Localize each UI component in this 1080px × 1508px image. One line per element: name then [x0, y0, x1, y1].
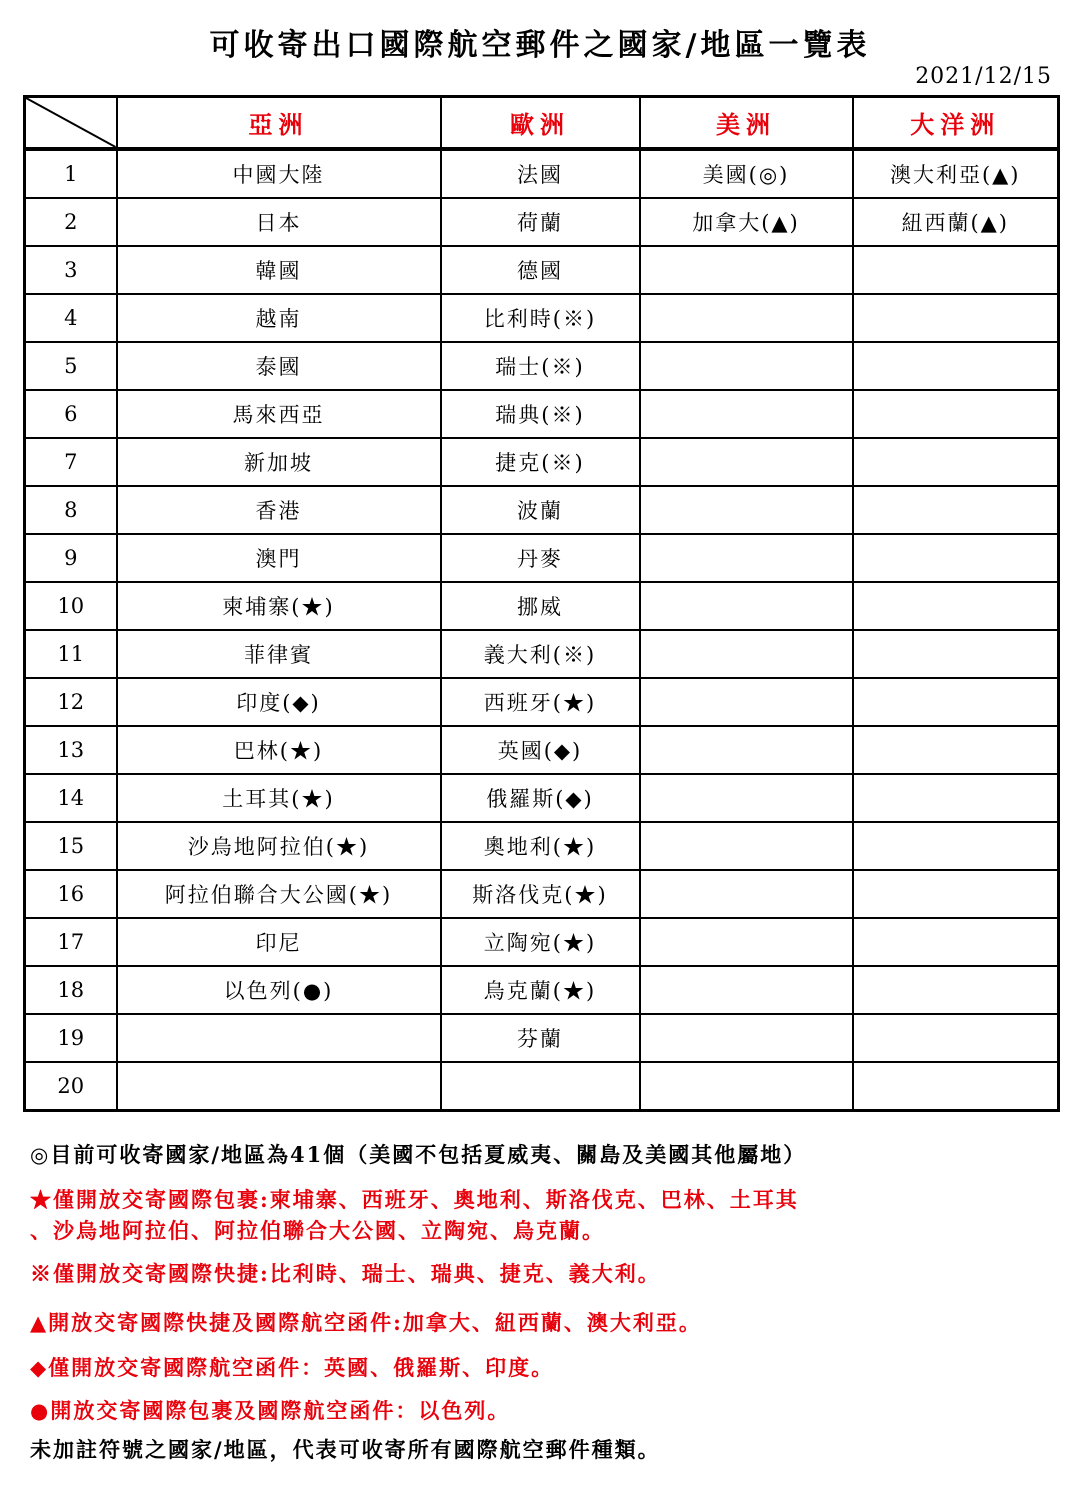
cell-americas	[640, 246, 853, 294]
cell-europe: 西班牙(★)	[441, 678, 640, 726]
row-number: 19	[25, 1014, 117, 1062]
cell-americas	[640, 342, 853, 390]
legend-note: ★僅開放交寄國際包裹:柬埔寨、西班牙、奧地利、斯洛伐克、巴林、土耳其	[30, 1187, 799, 1212]
row-number: 16	[25, 870, 117, 918]
cell-asia: 泰國	[117, 342, 441, 390]
cell-oceania	[853, 630, 1059, 678]
table-row	[25, 630, 1059, 678]
cell-americas	[640, 438, 853, 486]
cell-americas	[640, 486, 853, 534]
legend-note: 未加註符號之國家/地區，代表可收寄所有國際航空郵件種類。	[30, 1437, 661, 1462]
page-title: 可收寄出口國際航空郵件之國家/地區一覽表	[209, 28, 871, 63]
cell-asia: 菲律賓	[117, 630, 441, 678]
row-number: 5	[25, 342, 117, 390]
table-row	[25, 198, 1059, 246]
cell-oceania	[853, 342, 1059, 390]
cell-asia: 巴林(★)	[117, 726, 441, 774]
cell-asia: 以色列(●)	[117, 966, 441, 1014]
cell-americas	[640, 822, 853, 870]
cell-oceania	[853, 918, 1059, 966]
table-row	[25, 822, 1059, 870]
table-row	[25, 918, 1059, 966]
cell-oceania	[853, 1062, 1059, 1111]
table-row	[25, 438, 1059, 486]
row-number: 13	[25, 726, 117, 774]
cell-asia: 越南	[117, 294, 441, 342]
table-row	[25, 534, 1059, 582]
row-number: 9	[25, 534, 117, 582]
cell-americas	[640, 726, 853, 774]
legend-note: ●開放交寄國際包裹及國際航空函件：以色列。	[30, 1398, 511, 1423]
cell-americas	[640, 966, 853, 1014]
cell-asia: 香港	[117, 486, 441, 534]
cell-americas	[640, 630, 853, 678]
cell-asia: 印尼	[117, 918, 441, 966]
table-row	[25, 294, 1059, 342]
table-row	[25, 149, 1059, 198]
table-row	[25, 726, 1059, 774]
cell-europe: 奧地利(★)	[441, 822, 640, 870]
table-body	[25, 149, 1059, 1111]
cell-oceania	[853, 678, 1059, 726]
header-oceania: 大洋洲	[853, 97, 1059, 150]
row-number: 15	[25, 822, 117, 870]
cell-asia	[117, 1014, 441, 1062]
cell-europe: 瑞士(※)	[441, 342, 640, 390]
table-row	[25, 966, 1059, 1014]
cell-oceania	[853, 486, 1059, 534]
cell-americas	[640, 1062, 853, 1111]
cell-asia: 阿拉伯聯合大公國(★)	[117, 870, 441, 918]
cell-asia: 韓國	[117, 246, 441, 294]
header-americas: 美洲	[640, 97, 853, 150]
cell-europe: 烏克蘭(★)	[441, 966, 640, 1014]
cell-europe: 英國(◆)	[441, 726, 640, 774]
cell-europe: 瑞典(※)	[441, 390, 640, 438]
cell-europe: 芬蘭	[441, 1014, 640, 1062]
cell-oceania	[853, 438, 1059, 486]
cell-asia	[117, 1062, 441, 1111]
cell-europe: 比利時(※)	[441, 294, 640, 342]
country-table	[23, 95, 1060, 1112]
row-number: 3	[25, 246, 117, 294]
table-row	[25, 582, 1059, 630]
cell-europe: 挪威	[441, 582, 640, 630]
row-number: 11	[25, 630, 117, 678]
cell-europe: 德國	[441, 246, 640, 294]
row-number: 10	[25, 582, 117, 630]
cell-europe: 波蘭	[441, 486, 640, 534]
legend-note: ▲開放交寄國際快捷及國際航空函件:加拿大、紐西蘭、澳大利亞。	[30, 1310, 702, 1335]
cell-americas: 加拿大(▲)	[640, 198, 853, 246]
row-number: 7	[25, 438, 117, 486]
cell-oceania	[853, 246, 1059, 294]
row-number: 2	[25, 198, 117, 246]
document-date: 2021/12/15	[915, 64, 1052, 89]
cell-oceania	[853, 390, 1059, 438]
cell-oceania	[853, 294, 1059, 342]
cell-asia: 柬埔寨(★)	[117, 582, 441, 630]
table-row	[25, 678, 1059, 726]
cell-asia: 澳門	[117, 534, 441, 582]
cell-asia: 新加坡	[117, 438, 441, 486]
cell-asia: 馬來西亞	[117, 390, 441, 438]
row-number: 6	[25, 390, 117, 438]
row-number: 20	[25, 1062, 117, 1111]
table-row	[25, 342, 1059, 390]
cell-oceania	[853, 534, 1059, 582]
cell-oceania	[853, 582, 1059, 630]
cell-americas	[640, 582, 853, 630]
cell-americas: 美國(◎)	[640, 149, 853, 198]
cell-europe: 立陶宛(★)	[441, 918, 640, 966]
row-number: 8	[25, 486, 117, 534]
cell-asia: 土耳其(★)	[117, 774, 441, 822]
table-row	[25, 246, 1059, 294]
table-row	[25, 774, 1059, 822]
cell-europe: 俄羅斯(◆)	[441, 774, 640, 822]
row-number: 18	[25, 966, 117, 1014]
cell-oceania: 澳大利亞(▲)	[853, 149, 1059, 198]
cell-americas	[640, 1014, 853, 1062]
legend-notes	[30, 1138, 1060, 1466]
cell-oceania	[853, 822, 1059, 870]
row-number: 17	[25, 918, 117, 966]
cell-asia: 沙烏地阿拉伯(★)	[117, 822, 441, 870]
cell-asia: 中國大陸	[117, 149, 441, 198]
legend-note: ◆僅開放交寄國際航空函件：英國、俄羅斯、印度。	[30, 1355, 555, 1380]
legend-note: ◎目前可收寄國家/地區為41個（美國不包括夏威夷、關島及美國其他屬地）	[30, 1142, 807, 1167]
cell-americas	[640, 534, 853, 582]
cell-americas	[640, 918, 853, 966]
cell-oceania	[853, 870, 1059, 918]
row-number: 4	[25, 294, 117, 342]
table-row	[25, 486, 1059, 534]
cell-europe: 斯洛伐克(★)	[441, 870, 640, 918]
cell-oceania	[853, 966, 1059, 1014]
cell-americas	[640, 678, 853, 726]
header-row	[25, 97, 1059, 150]
cell-americas	[640, 774, 853, 822]
cell-americas	[640, 870, 853, 918]
row-number: 1	[25, 149, 117, 198]
cell-asia: 印度(◆)	[117, 678, 441, 726]
cell-oceania	[853, 1014, 1059, 1062]
table-row	[25, 1062, 1059, 1111]
header-asia: 亞洲	[117, 97, 441, 150]
table-row	[25, 870, 1059, 918]
cell-oceania	[853, 726, 1059, 774]
cell-europe: 法國	[441, 149, 640, 198]
cell-europe: 捷克(※)	[441, 438, 640, 486]
table-row	[25, 390, 1059, 438]
table-row	[25, 1014, 1059, 1062]
cell-europe: 丹麥	[441, 534, 640, 582]
cell-oceania: 紐西蘭(▲)	[853, 198, 1059, 246]
row-number: 12	[25, 678, 117, 726]
cell-oceania	[853, 774, 1059, 822]
diagonal-line	[26, 98, 116, 147]
row-number: 14	[25, 774, 117, 822]
legend-note: ※僅開放交寄國際快捷:比利時、瑞士、瑞典、捷克、義大利。	[30, 1261, 661, 1286]
header-europe: 歐洲	[441, 97, 640, 150]
cell-americas	[640, 390, 853, 438]
cell-europe: 荷蘭	[441, 198, 640, 246]
cell-europe: 義大利(※)	[441, 630, 640, 678]
cell-europe	[441, 1062, 640, 1111]
cell-americas	[640, 294, 853, 342]
cell-asia: 日本	[117, 198, 441, 246]
legend-note: 、沙烏地阿拉伯、阿拉伯聯合大公國、立陶宛、烏克蘭。	[30, 1218, 605, 1243]
corner-cell	[25, 97, 117, 150]
